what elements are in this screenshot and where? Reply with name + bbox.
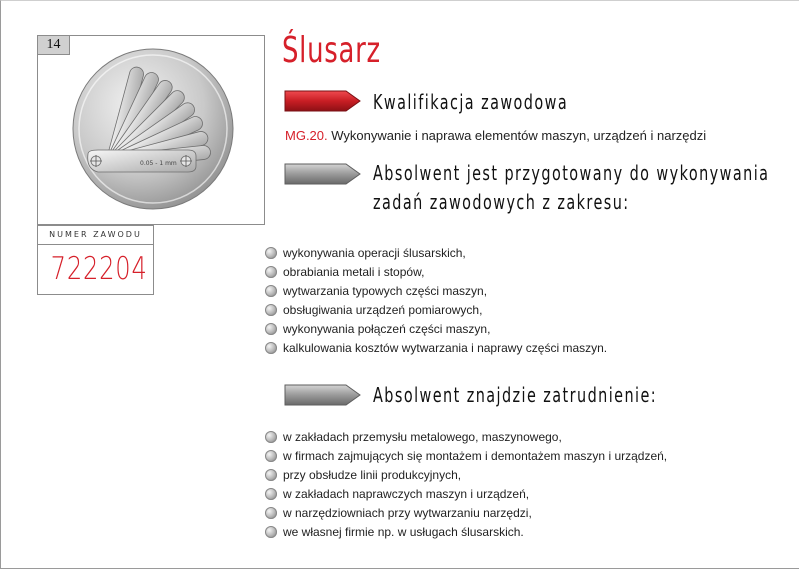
skills-heading-line2: zadań zawodowych z zakresu: bbox=[373, 190, 630, 214]
page-title: Ślusarz bbox=[282, 30, 381, 71]
skills-list bbox=[265, 243, 607, 357]
qualification-heading: Kwalifikacja zawodowa bbox=[373, 90, 569, 114]
bullet-icon bbox=[265, 469, 277, 481]
bullet-icon bbox=[265, 431, 277, 443]
image-card bbox=[37, 35, 265, 225]
bullet-icon bbox=[265, 507, 277, 519]
employment-heading: Absolwent znajdzie zatrudnienie: bbox=[373, 383, 658, 407]
bullet-icon bbox=[265, 323, 277, 335]
qualification-line bbox=[285, 128, 706, 143]
qualification-description: Wykonywanie i naprawa elementów maszyn, urządzeń i narzędzi bbox=[331, 128, 707, 143]
list-item: w narzędziowniach przy wytwarzaniu narzędzi, bbox=[265, 503, 667, 522]
skills-heading-line1: Absolwent jest przygotowany do wykonywania bbox=[373, 161, 770, 185]
list-item: wytwarzania typowych części maszyn, bbox=[265, 281, 607, 300]
red-arrow-icon bbox=[284, 88, 362, 114]
gray-arrow-icon bbox=[284, 382, 362, 408]
bullet-icon bbox=[265, 304, 277, 316]
bullet-icon bbox=[265, 488, 277, 500]
feeler-gauge-illustration bbox=[68, 44, 238, 214]
bullet-icon bbox=[265, 450, 277, 462]
bullet-icon bbox=[265, 266, 277, 278]
list-item: w zakładach przemysłu metalowego, maszynowego, bbox=[265, 427, 667, 446]
gauge-label: 0.05 - 1 mm bbox=[140, 160, 177, 167]
bullet-icon bbox=[265, 285, 277, 297]
occupation-code-label: NUMER ZAWODU bbox=[38, 226, 153, 245]
list-item: kalkulowania kosztów wytwarzania i naprawy części maszyn. bbox=[265, 338, 607, 357]
list-item: obsługiwania urządzeń pomiarowych, bbox=[265, 300, 607, 319]
page-number: 14 bbox=[38, 36, 70, 55]
list-item: przy obsłudze linii produkcyjnych, bbox=[265, 465, 667, 484]
qualification-code: MG.20. bbox=[285, 128, 328, 143]
list-item: wykonywania operacji ślusarskich, bbox=[265, 243, 607, 262]
list-item: wykonywania połączeń części maszyn, bbox=[265, 319, 607, 338]
occupation-code-value: 722204 bbox=[50, 251, 148, 287]
list-item: we własnej firmie np. w usługach ślusarskich. bbox=[265, 522, 667, 541]
bullet-icon bbox=[265, 526, 277, 538]
bullet-icon bbox=[265, 342, 277, 354]
bullet-icon bbox=[265, 247, 277, 259]
gray-arrow-icon bbox=[284, 161, 362, 187]
list-item: w zakładach naprawczych maszyn i urządzeń, bbox=[265, 484, 667, 503]
employment-list bbox=[265, 427, 667, 541]
occupation-code-box bbox=[37, 225, 154, 295]
list-item: obrabiania metali i stopów, bbox=[265, 262, 607, 281]
list-item: w firmach zajmujących się montażem i demontażem maszyn i urządzeń, bbox=[265, 446, 667, 465]
